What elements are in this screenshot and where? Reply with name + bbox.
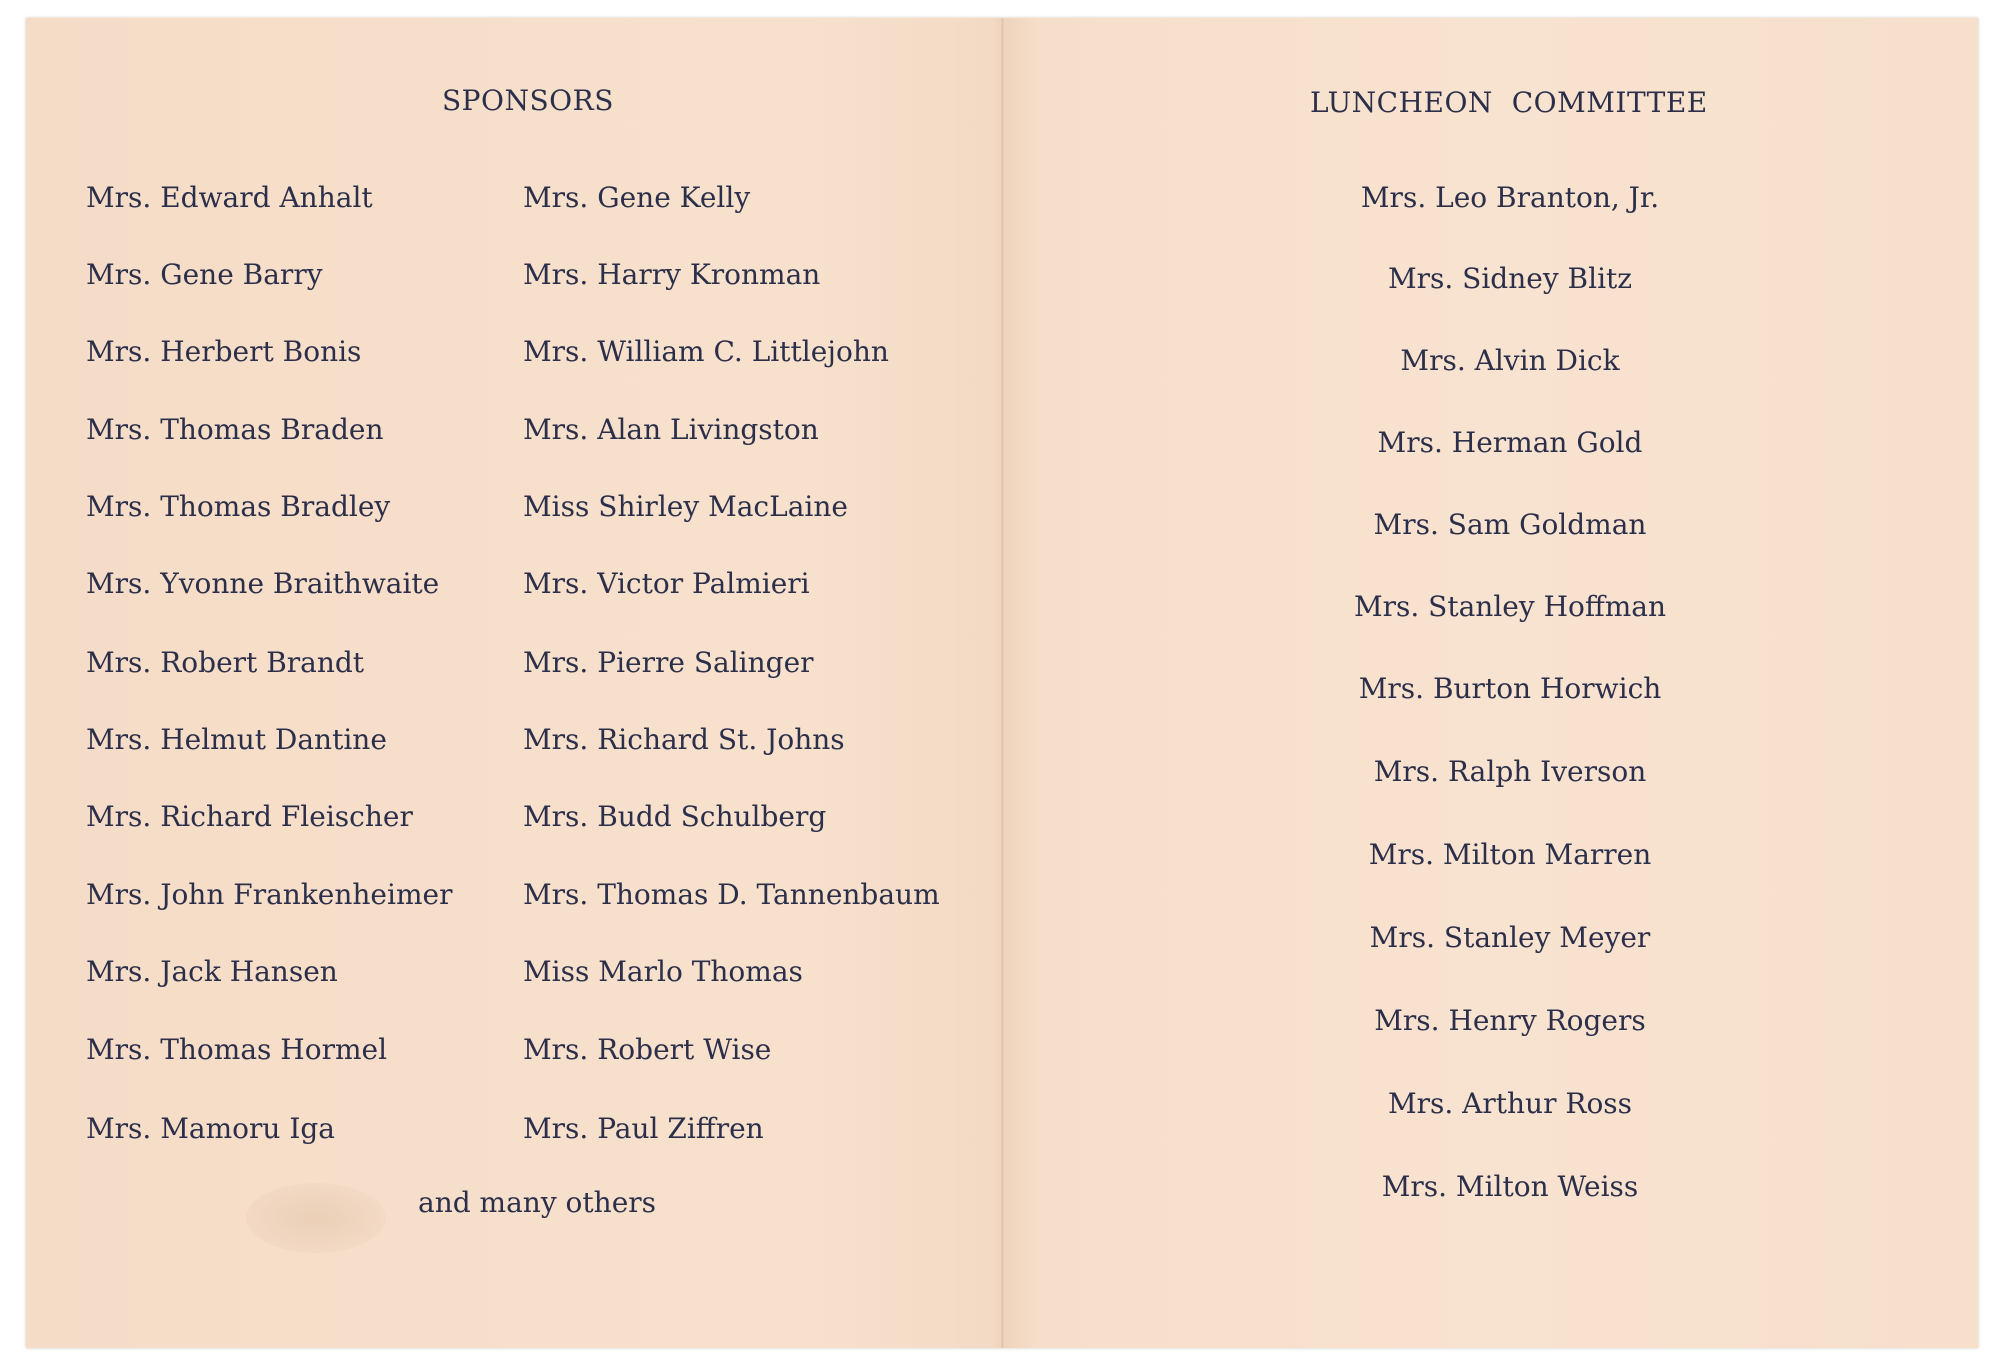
sponsor-name: Miss Marlo Thomas <box>523 955 803 988</box>
committee-member: Mrs. Sam Goldman <box>1373 508 1647 541</box>
sponsor-name: Mrs. Helmut Dantine <box>86 723 387 756</box>
sponsor-name: Mrs. Pierre Salinger <box>523 646 814 679</box>
committee-member: Mrs. Leo Branton, Jr. <box>1360 181 1660 214</box>
sponsors-heading: SPONSORS <box>442 84 614 117</box>
paper-stain <box>246 1183 386 1253</box>
sponsor-name: Mrs. Richard Fleischer <box>86 800 413 833</box>
sponsors-footer: and many others <box>418 1186 657 1219</box>
sponsor-name: Mrs. Gene Barry <box>86 258 323 291</box>
sponsor-name: Miss Shirley MacLaine <box>523 490 848 523</box>
sponsor-name: Mrs. Robert Brandt <box>86 646 365 679</box>
committee-member: Mrs. Arthur Ross <box>1387 1087 1633 1120</box>
sponsor-name: Mrs. Harry Kronman <box>523 258 821 291</box>
committee-heading: LUNCHEON COMMITTEE <box>1310 86 1708 119</box>
sponsor-name: Mrs. Yvonne Braithwaite <box>86 567 440 600</box>
committee-member: Mrs. Milton Weiss <box>1381 1170 1639 1203</box>
committee-member: Mrs. Stanley Meyer <box>1369 921 1651 954</box>
sponsor-name: Mrs. Herbert Bonis <box>86 335 362 368</box>
sponsor-name: Mrs. William C. Littlejohn <box>523 335 889 368</box>
sponsor-name: Mrs. Thomas Braden <box>86 413 384 446</box>
sponsor-name: Mrs. John Frankenheimer <box>86 878 453 911</box>
sponsor-name: Mrs. Thomas Hormel <box>86 1033 388 1066</box>
sponsor-name: Mrs. Gene Kelly <box>523 181 751 214</box>
center-fold <box>1001 18 1004 1348</box>
sponsor-name: Mrs. Thomas Bradley <box>86 490 391 523</box>
sponsor-name: Mrs. Richard St. Johns <box>523 723 845 756</box>
sponsor-name: Mrs. Edward Anhalt <box>86 181 373 214</box>
committee-member: Mrs. Alvin Dick <box>1400 344 1620 377</box>
sponsor-name: Mrs. Alan Livingston <box>523 413 819 446</box>
sponsor-name: Mrs. Paul Ziffren <box>523 1112 764 1145</box>
sponsor-name: Mrs. Robert Wise <box>523 1033 772 1066</box>
committee-member: Mrs. Herman Gold <box>1377 426 1643 459</box>
committee-member: Mrs. Burton Horwich <box>1358 672 1662 705</box>
committee-member: Mrs. Stanley Hoffman <box>1353 590 1667 623</box>
sponsor-name: Mrs. Mamoru Iga <box>86 1112 335 1145</box>
committee-member: Mrs. Milton Marren <box>1368 838 1652 871</box>
committee-member: Mrs. Henry Rogers <box>1374 1004 1646 1037</box>
sponsor-name: Mrs. Budd Schulberg <box>523 800 827 833</box>
sponsor-name: Mrs. Victor Palmieri <box>523 567 810 600</box>
sponsor-name: Mrs. Thomas D. Tannenbaum <box>523 878 940 911</box>
committee-member: Mrs. Ralph Iverson <box>1373 755 1647 788</box>
sponsor-name: Mrs. Jack Hansen <box>86 955 338 988</box>
committee-member: Mrs. Sidney Blitz <box>1387 262 1633 295</box>
